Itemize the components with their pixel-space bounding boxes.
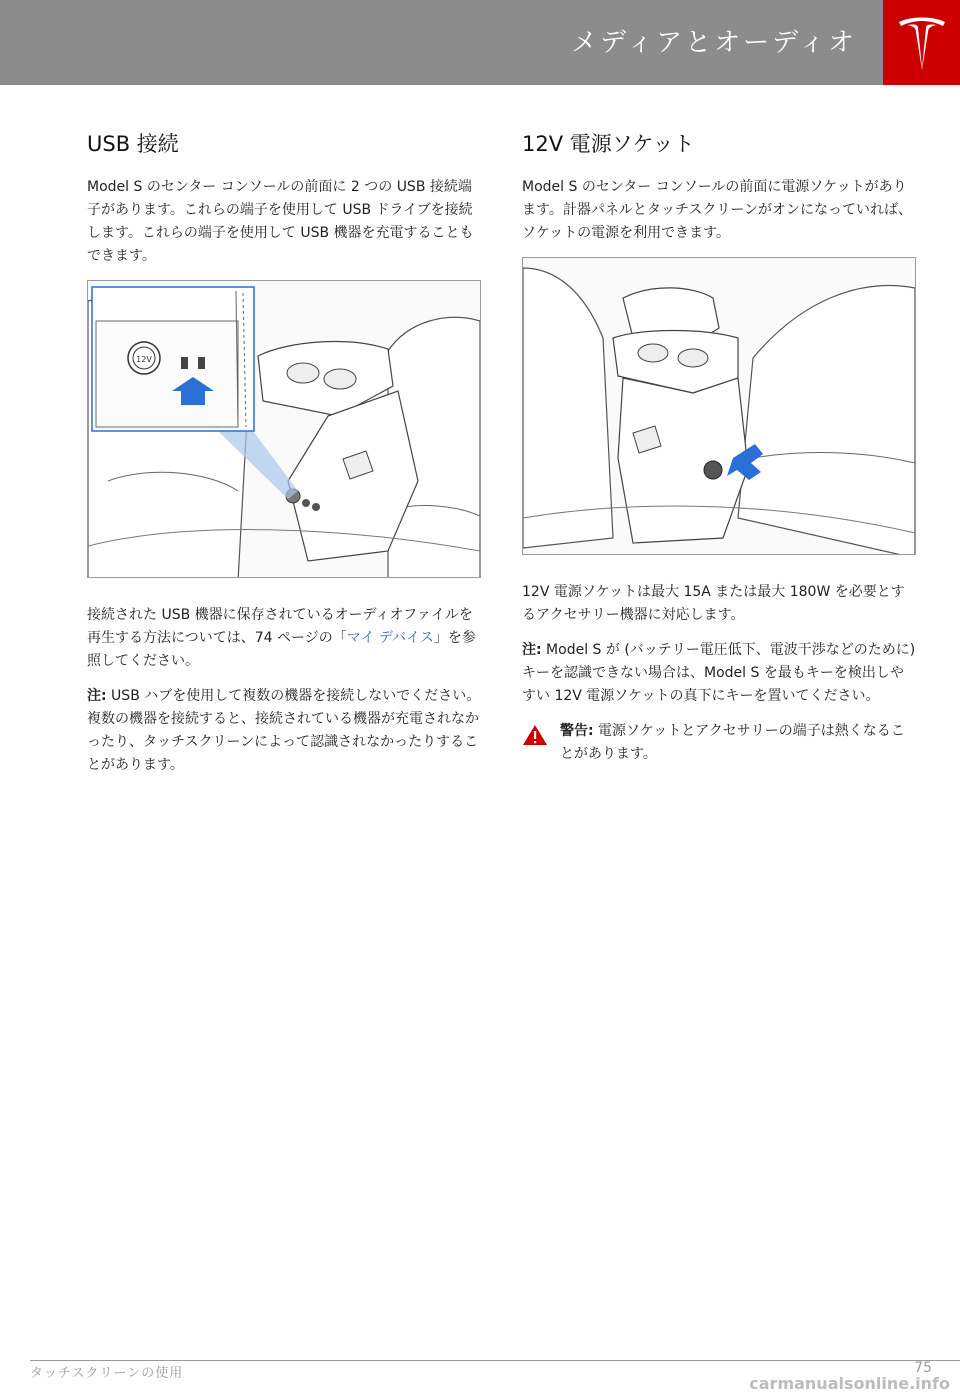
brand-logo: [883, 0, 960, 85]
my-devices-link[interactable]: マイ デバイス: [346, 630, 434, 646]
socket-label: 12V: [136, 355, 152, 364]
warning-text: 警告: 電源ソケットとアクセサリーの端子は熱くなることがあります。: [560, 723, 905, 762]
header-bar: [0, 0, 883, 85]
power-socket-intro: Model S のセンター コンソールの前面に電源ソケットがあります。計器パネルとタッチスクリーンがオンになっていれば、ソケットの電源を利用できます。: [522, 179, 913, 241]
footer-divider: [30, 1360, 960, 1361]
power-socket-heading: 12V 電源ソケット: [522, 132, 695, 156]
power-socket-illustration: [522, 257, 916, 555]
usb-section: [87, 128, 481, 789]
usb-note: 注: USB ハブを使用して複数の機器を接続しないでください。複数の機器を接続すると、接続されている機器が充電されなかったり、タッチスクリーンによって認識されなかったりすることがあります。: [87, 688, 481, 773]
usb-playback-para: 接続された USB 機器に保存されているオーディオファイルを再生する方法については、74 ページの「マイ デバイス」を参照してください。: [87, 607, 476, 669]
usb-heading: USB 接続: [87, 132, 179, 156]
power-socket-section: [522, 128, 916, 766]
usb-intro: Model S のセンター コンソールの前面に 2 つの USB 接続端子があります。これらの端子を使用して USB ドライブを接続します。これらの端子を使用して USB 機器を充電することもできます。: [87, 179, 474, 264]
page-header-title: メディアとオーディオ: [571, 28, 857, 58]
warning-icon: [522, 720, 560, 750]
power-socket-rating: 12V 電源ソケットは最大 15A または最大 180W を必要とするアクセサリー機器に対応します。: [522, 584, 905, 623]
usb-illustration: [87, 280, 481, 578]
power-socket-note: 注: Model S が (バッテリー電圧低下、電波干渉などのために) キーを認識できない場合は、Model S を最もキーを検出しやすい 12V 電源ソケットの真下にキーを置いてください。: [522, 642, 916, 704]
footer-section-name: タッチスクリーンの使用: [30, 1366, 184, 1381]
tesla-logo-icon: [897, 14, 947, 70]
watermark: carmanualsonline.info: [749, 1374, 950, 1393]
warning-block: [522, 720, 916, 766]
page-number: 75: [914, 1360, 932, 1376]
